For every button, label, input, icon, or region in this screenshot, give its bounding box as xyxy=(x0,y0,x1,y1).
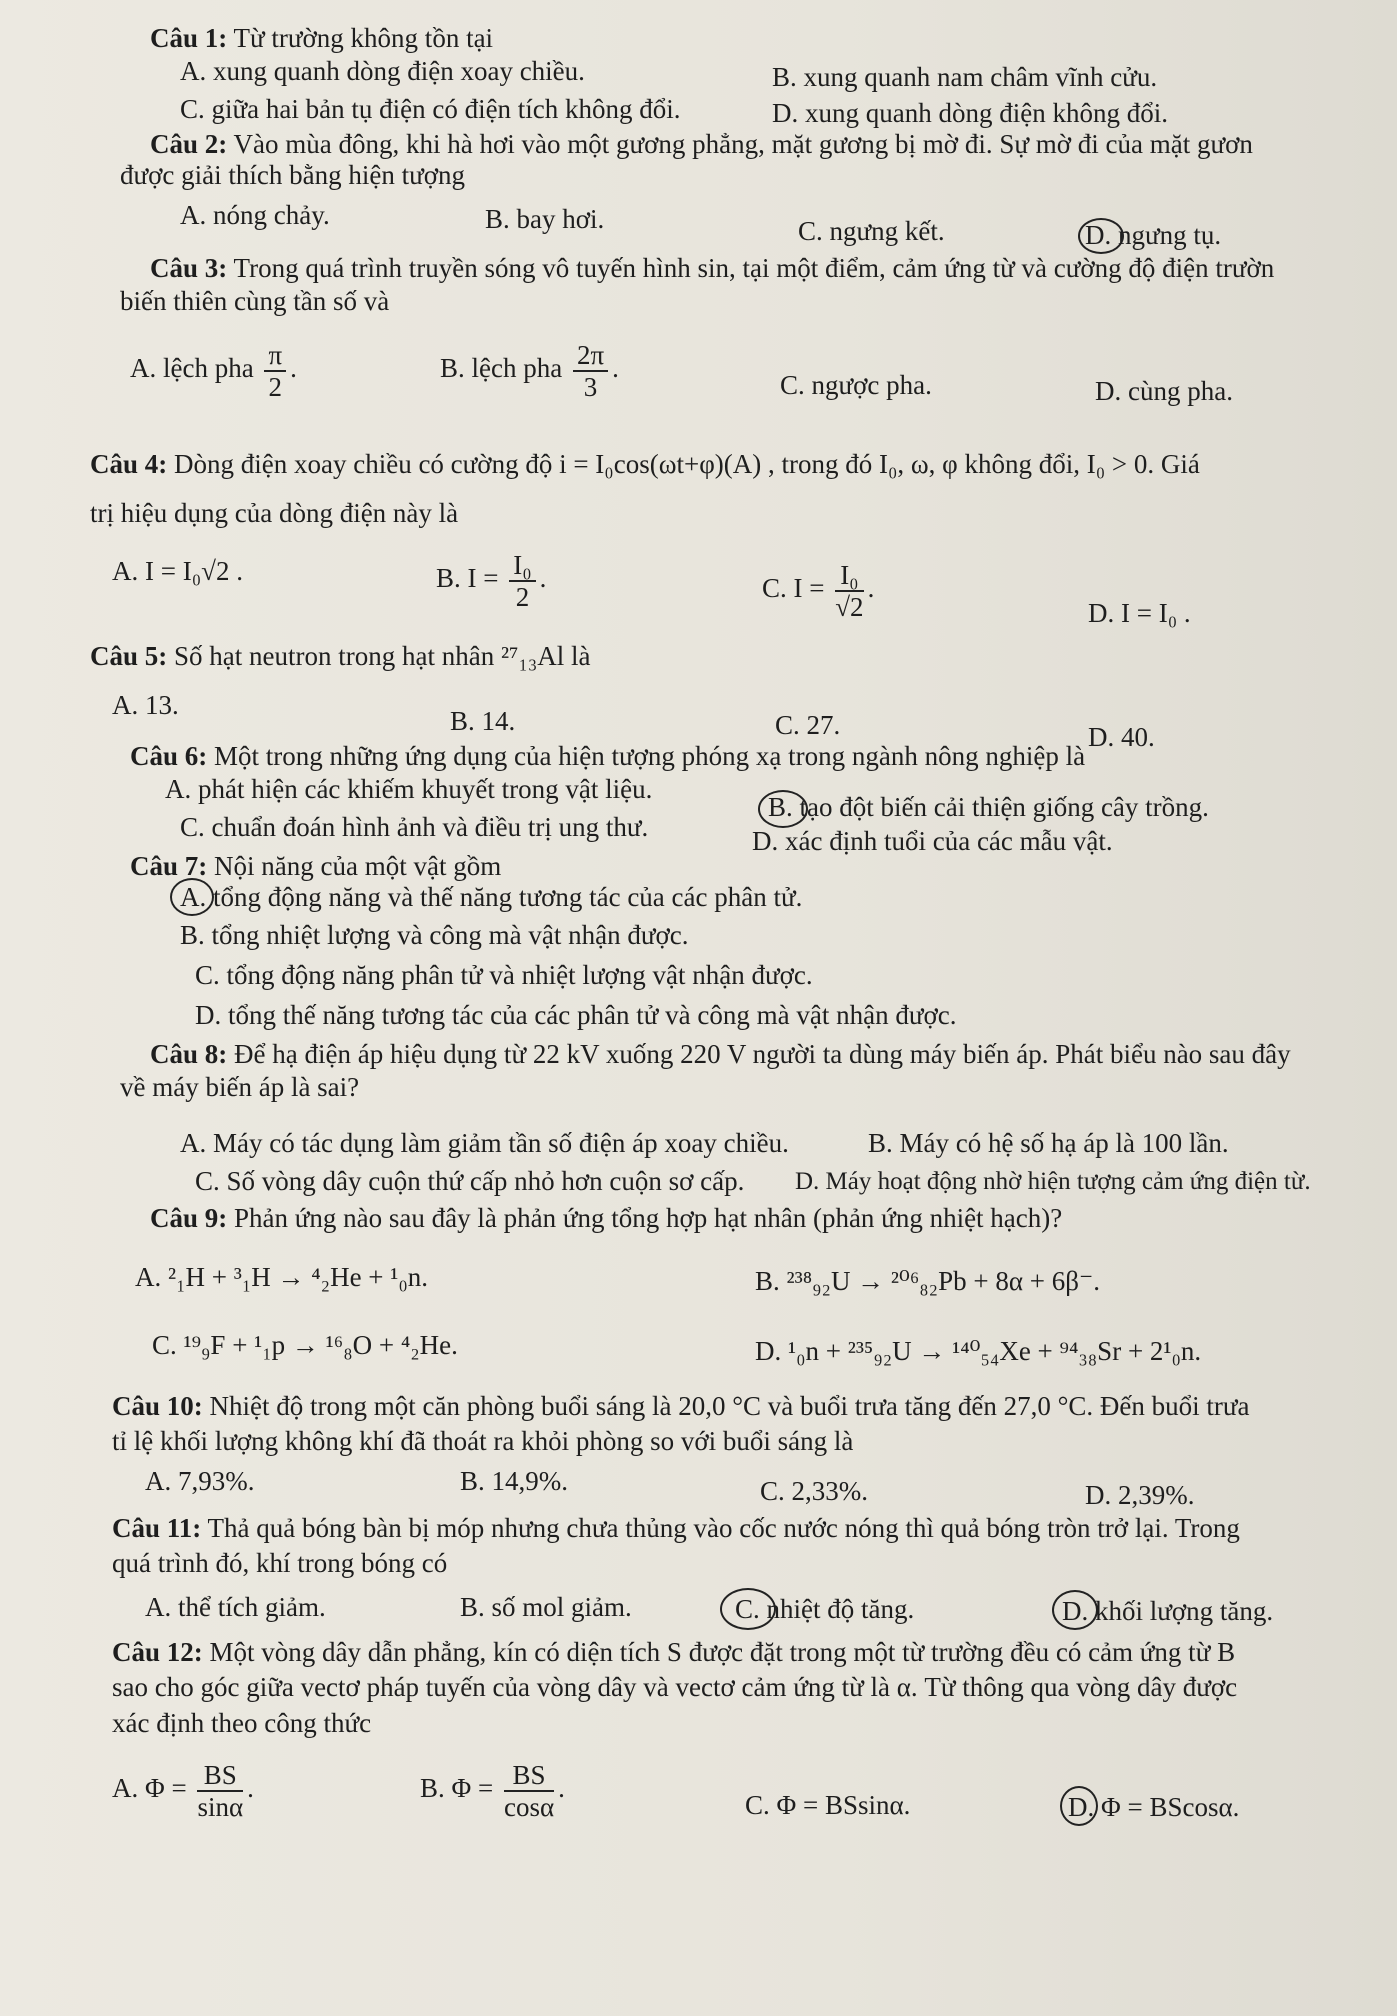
question-number: Câu 8: xyxy=(150,1039,228,1069)
option-b: B. số mol giảm. xyxy=(460,1592,632,1622)
question-number: Câu 7: xyxy=(130,851,208,881)
question-10 xyxy=(112,1390,1397,1423)
option-a: A. 13. xyxy=(112,690,179,720)
answer-mark-circle xyxy=(758,790,808,828)
question-4 xyxy=(90,448,1390,481)
question-number: Câu 4: xyxy=(90,449,168,479)
option-label: A. lệch pha xyxy=(130,353,254,384)
answer-mark-circle xyxy=(1078,218,1124,254)
option-d: D. xác định tuổi của các mẫu vật. xyxy=(752,826,1113,856)
option-d: D. xung quanh dòng điện không đổi. xyxy=(772,98,1168,128)
question-stem-cont: trị hiệu dụng của dòng điện này là xyxy=(90,498,459,528)
question-stem: Trong quá trình truyền sóng vô tuyến hình sin, tại một điểm, cảm ứng từ và cường độ điện trườn xyxy=(233,253,1275,283)
option-b: B. I = $\frac{\text{I₀}}{2}$ . xyxy=(436,550,547,612)
fraction xyxy=(835,560,863,622)
question-number: Câu 6: xyxy=(130,741,208,771)
option-b: B. Φ = $\frac{BS}{\cos\alpha}$ . xyxy=(420,1760,565,1822)
option-c: C. giữa hai bản tụ điện có điện tích không đổi. xyxy=(180,94,681,124)
question-number: Câu 11: xyxy=(112,1513,202,1543)
option-c: C. Φ = BSsinα. xyxy=(745,1790,911,1820)
option-b: B. lệch pha $\frac{2\pi}{3}$ . xyxy=(440,340,619,402)
option-c: C. chuẩn đoán hình ảnh và điều trị ung thư. xyxy=(180,812,649,842)
question-stem: Nhiệt độ trong một căn phòng buổi sáng là 20,0 °C và buổi trưa tăng đến 27,0 °C. Đến buổi trưa xyxy=(209,1391,1250,1421)
question-number: Câu 10: xyxy=(112,1391,203,1421)
question-stem-cont: quá trình đó, khí trong bóng có xyxy=(112,1548,448,1578)
option-d: D. tổng thế năng tương tác của các phân tử và công mà vật nhận được. xyxy=(195,1000,957,1030)
question-3 xyxy=(150,252,1397,285)
option-c: C. 2,33%. xyxy=(760,1476,868,1506)
question-stem: Dòng điện xoay chiều có cường độ i = I₀cos(ωt+φ)(A) , trong đó I₀, ω, φ không đổi, I₀ > 0. Giá xyxy=(174,449,1200,479)
fraction-numerator: BS xyxy=(504,1760,554,1792)
question-number: Câu 1: xyxy=(150,23,228,53)
option-d: D. khối lượng tăng. xyxy=(1062,1596,1274,1626)
fraction-denominator: √2 xyxy=(835,592,864,622)
option-d: D. Máy hoạt động nhờ hiện tượng cảm ứng điện từ. xyxy=(795,1168,1311,1195)
question-stem-cont: sao cho góc giữa vectơ pháp tuyến của vòng dây và vectơ cảm ứng từ là α. Từ thông qua vòng dây được xyxy=(112,1672,1238,1702)
option-a: A. tổng động năng và thế năng tương tác của các phân tử. xyxy=(180,882,803,912)
question-stem-cont: được giải thích bằng hiện tượng xyxy=(120,160,466,190)
option-label: B. I = xyxy=(436,563,499,594)
question-stem: Thả quả bóng bàn bị móp nhưng chưa thủng vào cốc nước nóng thì quả bóng tròn trở lại. Trong xyxy=(207,1513,1240,1543)
fraction-numerator: I₀ xyxy=(509,550,535,582)
fraction-denominator: 2 xyxy=(268,372,283,402)
option-a: A. 7,93%. xyxy=(145,1466,255,1496)
option-b: B. ²³⁸₉₂U → ²⁰⁶₈₂Pb + 8α + 6β⁻. xyxy=(755,1266,1100,1296)
question-12 xyxy=(112,1636,1397,1669)
option-label: B. Φ = xyxy=(420,1773,494,1804)
option-label: C. I = xyxy=(762,573,825,604)
question-stem: Từ trường không tồn tại xyxy=(233,23,494,53)
fraction xyxy=(264,340,286,402)
question-5 xyxy=(90,640,1390,673)
question-stem: Phản ứng nào sau đây là phản ứng tổng hợp hạt nhân (phản ứng nhiệt hạch)? xyxy=(234,1203,1063,1233)
fraction-numerator: π xyxy=(264,340,286,372)
question-number: Câu 2: xyxy=(150,129,228,159)
option-a: A. I = I₀√2 . xyxy=(112,556,243,586)
option-c: C. ngược pha. xyxy=(780,370,932,400)
fraction xyxy=(504,1760,554,1822)
fraction-numerator: BS xyxy=(197,1760,243,1792)
option-d: D. ¹₀n + ²³⁵₉₂U → ¹⁴⁰₅₄Xe + ⁹⁴₃₈Sr + 2¹₀n. xyxy=(755,1336,1202,1366)
option-a: A. xung quanh dòng điện xoay chiều. xyxy=(180,56,585,86)
question-stem: Để hạ điện áp hiệu dụng từ 22 kV xuống 220 V người ta dùng máy biến áp. Phát biểu nào sau đây xyxy=(234,1039,1291,1069)
question-11 xyxy=(112,1512,1397,1545)
fraction-numerator: I₀ xyxy=(835,560,863,592)
option-b: B. tạo đột biến cải thiện giống cây trồng. xyxy=(768,792,1209,822)
option-d: D. 2,39%. xyxy=(1085,1480,1195,1510)
question-stem: Vào mùa đông, khi hà hơi vào một gương phẳng, mặt gương bị mờ đi. Sự mờ đi của mặt gươn xyxy=(233,129,1253,159)
option-d: D. I = I₀ . xyxy=(1088,598,1191,628)
question-stem-cont: biến thiên cùng tần số và xyxy=(120,286,390,316)
question-stem-cont: về máy biến áp là sai? xyxy=(120,1072,360,1102)
option-c: C. nhiệt độ tăng. xyxy=(735,1594,915,1624)
option-d: D. Φ = BScosα. xyxy=(1068,1792,1240,1822)
question-stem: Một trong những ứng dụng của hiện tượng phóng xạ trong ngành nông nghiệp là xyxy=(214,741,1086,771)
option-d: D. ngưng tụ. xyxy=(1085,220,1222,250)
option-a: A. phát hiện các khiếm khuyết trong vật liệu. xyxy=(165,774,653,804)
option-d: D. cùng pha. xyxy=(1095,376,1233,406)
question-number: Câu 12: xyxy=(112,1637,203,1667)
question-8 xyxy=(150,1038,1397,1071)
option-a: A. Φ = $\frac{BS}{\sin\alpha}$ . xyxy=(112,1760,254,1822)
option-label: B. lệch pha xyxy=(440,353,563,384)
option-a: A. nóng chảy. xyxy=(180,200,330,230)
option-b: B. bay hơi. xyxy=(485,204,605,234)
option-a: A. Máy có tác dụng làm giảm tần số điện áp xoay chiều. xyxy=(180,1128,789,1158)
option-label: A. Φ = xyxy=(112,1773,187,1804)
question-stem: Một vòng dây dẫn phẳng, kín có diện tích S được đặt trong một từ trường đều có cảm ứng từ B xyxy=(209,1637,1236,1667)
question-stem: Số hạt neutron trong hạt nhân ²⁷₁₃Al là xyxy=(174,641,591,671)
fraction xyxy=(509,550,535,612)
option-a: A. thể tích giảm. xyxy=(145,1592,326,1622)
question-7 xyxy=(130,850,1397,883)
fraction-denominator: 2 xyxy=(515,582,530,612)
option-b: B. 14,9%. xyxy=(460,1466,568,1496)
fraction-numerator: 2π xyxy=(573,340,608,372)
option-b: B. Máy có hệ số hạ áp là 100 lần. xyxy=(868,1128,1229,1158)
option-c: C. Số vòng dây cuộn thứ cấp nhỏ hơn cuộn sơ cấp. xyxy=(195,1166,745,1196)
option-b: B. 14. xyxy=(450,706,516,736)
option-a: A. lệch pha $\frac{\pi}{2}$ . xyxy=(130,340,297,402)
question-9 xyxy=(150,1202,1397,1235)
option-c: C. tổng động năng phân tử và nhiệt lượng vật nhận được. xyxy=(195,960,813,990)
question-number: Câu 5: xyxy=(90,641,168,671)
option-d: D. 40. xyxy=(1088,722,1155,752)
option-c: C. 27. xyxy=(775,710,841,740)
fraction xyxy=(197,1760,243,1822)
option-c: C. I = $\frac{\text{I₀}}{√2}$ . xyxy=(762,560,875,622)
question-stem-cont: tỉ lệ khối lượng không khí đã thoát ra khỏi phòng so với buổi sáng là xyxy=(112,1426,854,1456)
fraction-denominator: sinα xyxy=(197,1792,244,1822)
question-stem-cont: xác định theo công thức xyxy=(112,1708,372,1738)
question-number: Câu 3: xyxy=(150,253,228,283)
option-b: B. tổng nhiệt lượng và công mà vật nhận được. xyxy=(180,920,689,950)
fraction-denominator: 3 xyxy=(583,372,598,402)
question-number: Câu 9: xyxy=(150,1203,228,1233)
option-b: B. xung quanh nam châm vĩnh cửu. xyxy=(772,62,1158,92)
option-c: C. ngưng kết. xyxy=(798,216,945,246)
question-1 xyxy=(150,22,1397,55)
fraction-denominator: cosα xyxy=(503,1792,555,1822)
question-6 xyxy=(130,740,1397,773)
question-2 xyxy=(150,128,1397,161)
question-stem: Nội năng của một vật gồm xyxy=(214,851,502,881)
option-c: C. ¹⁹₉F + ¹₁p → ¹⁶₈O + ⁴₂He. xyxy=(152,1330,458,1360)
fraction xyxy=(573,340,608,402)
option-a: A. ²₁H + ³₁H → ⁴₂He + ¹₀n. xyxy=(135,1262,429,1292)
